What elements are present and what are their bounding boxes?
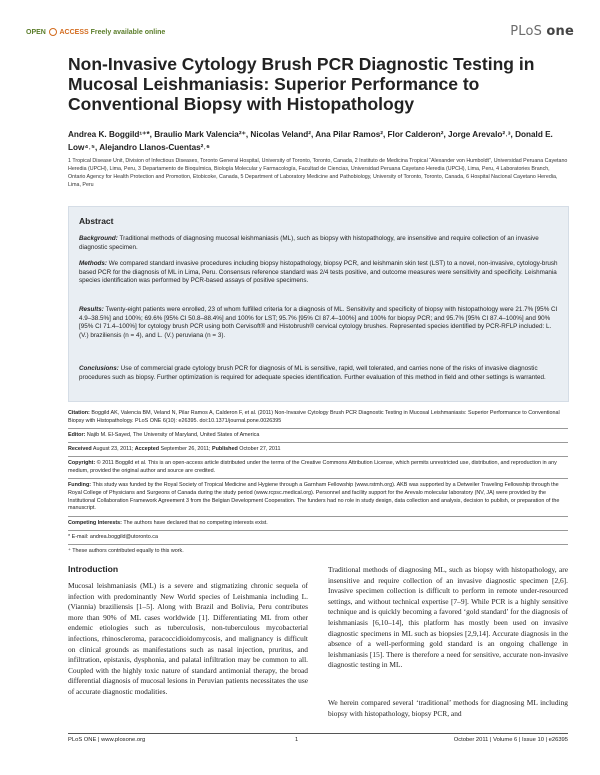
funding-label: Funding: — [68, 482, 92, 488]
open-access-icon — [49, 28, 57, 36]
copyright — [68, 460, 568, 476]
published-label: Published — [211, 446, 238, 452]
copyright-label: Copyright: — [68, 460, 96, 466]
affiliations: 1 Tropical Disease Unit, Division of Infectious Diseases, Toronto General Hospital, University of Toronto, Toronto, Canada, 2 Instituto de Medicina Tropical “Alexander von Humboldt”, Universidad Peruana Cayetano Heredia (UPCH), Lima, Peru, 3 Departamento de Bioquímica, Biología Molecular y Farmacología, Facultad de Ciencias, Universidad Peruana Cayetano Heredia (UPCH), Lima, Peru, 4 Laboratories Branch, Ontario Agency for Health Protection and Promotion, Etobicoke, Canada, 5 Department of Laboratory Medicine and Pathobiology, University of Toronto, Toronto, Canada, 6 Hospital Nacional Cayetano Heredia, Lima, Peru — [68, 158, 568, 188]
abstract-box — [68, 206, 569, 402]
methods-label: Methods: — [79, 260, 107, 267]
editor-label: Editor: — [68, 432, 86, 438]
editor — [68, 432, 568, 440]
methods-text: We compared standard invasive procedures including biopsy histopathology, biopsy PCR, and leishmanin skin test (LST) to a novel, non-invasive, cytology-brush based PCR for the diagnosis of ML in Lima, Peru. Consensus reference standard was 2/4 tests positive, and outcome measures were sensitivity and specificity. Leishmania species identification was performed by PCR-based assays of positive specimens. — [79, 260, 558, 285]
background-text: Traditional methods of diagnosing mucosal leishmaniasis (ML), such as biopsy with histopathology, are insensitive and require collection of an invasive diagnostic specimen. — [79, 235, 539, 251]
conclusions-label: Conclusions: — [79, 365, 119, 372]
results-label: Results: — [79, 306, 104, 313]
abstract-heading: Abstract — [79, 216, 114, 226]
background-label: Background: — [79, 235, 118, 242]
footer-issue: October 2011 | Volume 6 | Issue 10 | e26395 — [453, 737, 568, 743]
open-access-label: OPEN — [26, 29, 46, 36]
journal-logo-plos: PLoS — [510, 24, 543, 39]
citation-text: Boggild AK, Valencia BM, Veland N, Pilar Ramos A, Calderon F, et al. (2011) Non-Invasive Cytology Brush PCR Diagnostic Testing in Mucosal Leishmaniasis: Superior Performance to Conventional Biopsy with Histopathology. PLoS ONE 6(10): e26395. doi:10.1371/journal.pone.0026395 — [68, 410, 560, 424]
citation-label: Citation: — [68, 410, 90, 416]
open-access-banner — [26, 28, 165, 36]
accepted-date: September 26, 2011; — [159, 446, 212, 452]
funding-text: This study was funded by the Royal Society of Tropical Medicine and Hygiene through a Garnham Fellowship (www.rstmh.org). AKB was supported by a Detweiler Traveling Fellowship through the Royal College of Physicians and Surgeons of Canada during the study period (www.rcpsc.medical.org). Personnel and facility support for the Arevalo molecular laboratory (NV, JA) were provided by the Institutional Collaboration Framework Agreement 3 from the Belgian Development Cooperation. The funders had no role in study design, data collection and analysis, decision to publish, or preparation of the manuscript. — [68, 482, 560, 512]
competing-label: Competing Interests: — [68, 520, 122, 526]
copyright-text: © 2011 Boggild et al. This is an open-access article distributed under the terms of the Creative Commons Attribution License, which permits unrestricted use, distribution, and reproduction in any medium, provided the original author and source are credited. — [68, 460, 557, 474]
equal-contribution-note: ⁺ These authors contributed equally to this work. — [68, 548, 184, 554]
dates — [68, 446, 568, 454]
published-date: October 27, 2011 — [237, 446, 281, 452]
received-label: Received — [68, 446, 92, 452]
journal-logo — [510, 24, 574, 39]
funding — [68, 482, 568, 513]
introduction-heading: Introduction — [68, 564, 119, 574]
author-list: Andrea K. Boggild¹⁺*, Braulio Mark Valencia²⁺, Nicolas Veland², Ana Pilar Ramos², Flor Calderon², Jorge Arevalo²˒³, Donald E. Low⁴˒⁵, Alejandro Llanos-Cuentas²˒⁶ — [68, 130, 553, 152]
freely-available-label: Freely available online — [90, 29, 166, 36]
conclusions-text: Use of commercial grade cytology brush PCR for diagnosis of ML is sensitive, rapid, well tolerated, and carries none of the risks of invasive diagnostic procedures such as biopsy. Further optimization is required for adequate species identification. Further evaluation of this method in field and other settings is warranted. — [79, 365, 546, 381]
competing-text: The authors have declared that no competing interests exist. — [121, 520, 268, 526]
abstract-methods — [79, 260, 559, 286]
citation — [68, 410, 568, 426]
competing-interests — [68, 520, 568, 528]
footer-journal: PLoS ONE | www.plosone.org — [68, 737, 146, 743]
page-number: 1 — [295, 737, 299, 743]
abstract-conclusions — [79, 365, 559, 382]
intro-column-right-para2: We herein compared several ‘traditional’ methods for diagnosing ML including biopsy with histopathology, biopsy PCR, and — [328, 698, 568, 718]
abstract-background — [79, 235, 559, 252]
open-access-accent-label: ACCESS — [59, 29, 89, 36]
corresponding-email: * E-mail: andrea.boggild@utoronto.ca — [68, 534, 158, 540]
editor-text: Najib M. El-Sayed, The University of Maryland, United States of America — [85, 432, 260, 438]
divider — [68, 456, 568, 457]
article-title: Non-Invasive Cytology Brush PCR Diagnostic Testing in Mucosal Leishmaniasis: Superior Performance to Conventional Biopsy with Histopathology — [68, 54, 535, 114]
received-date: August 23, 2011; — [91, 446, 135, 452]
divider — [68, 428, 568, 429]
divider — [68, 442, 568, 443]
accepted-label: Accepted — [134, 446, 160, 452]
footer-rule — [68, 733, 568, 734]
journal-logo-one: one — [546, 24, 574, 39]
divider — [68, 478, 568, 479]
divider — [68, 544, 568, 545]
journal-header — [26, 26, 574, 44]
abstract-results — [79, 306, 559, 340]
divider — [68, 516, 568, 517]
intro-column-left: Mucosal leishmaniasis (ML) is a severe and stigmatizing chronic sequela of infection with predominantly New World species of Leishmania including L. (Viannia) braziliensis [1–5]. Along with Brazil and Bolivia, Peru contributes more than 90% of ML cases worldwide [1]. Differentiating ML from other endemic etiologies such as tuberculosis, non-tuberculous mycobacterial infections, rhinoscleroma, paracoccidioidomycosis, and malignancy is difficult on clinical grounds as manifestations such as nasal injection, pruritus, and infiltration, epistaxis, dysphonia, and palatal infiltration may be common to all. Coupled with the highly toxic nature of standard antimonial therapy, the broad differential diagnosis of mucosal lesions in Peruvian patients necessitates the use of accurate diagnostic modalities. — [68, 581, 308, 696]
results-text: Twenty-eight patients were enrolled, 23 of whom fulfilled criteria for a diagnosis of ML. Sensitivity and specificity of biopsy with histopathology were 21.7% [95% CI 4.9–38.5%] and 100%; 69.6% [95% CI 50.8–88.4%] and 100% for LST; 95.7% [95% CI 87.4–100%] and 100% for biopsy PCR; and 95.7% [95% CI 87.4–100%] and 90% [95% CI 71.4–100%] for cytology brush PCR using both Cervisoft® and Histobrush® cervical cytology brushes. Represented species identified by PCR-RFLP included: L. (V.) braziliensis (n = 4), and L. (V.) peruviana (n = 3). — [79, 306, 558, 339]
intro-column-right-para1: Traditional methods of diagnosing ML, such as biopsy with histopathology, are insensitive and require collection of an invasive diagnostic specimen [2,6]. Invasive specimen collection is difficult to perform in remote under-resourced settings, and without technical expertise [7–9]. While PCR is a highly sensitive technique and is quickly becoming a favored ‘gold standard’ for the diagnosis of leishmaniasis [6,10–14], this platform has mostly been used on invasive diagnostic specimens in ML such as biopsies [2,9,14]. Accurate diagnosis in the absence of a well-performing gold standard is an ongoing challenge in leishmaniasis [15]. There is therefore a need for sensitive, accurate non-invasive diagnostic testing in ML. — [328, 565, 568, 670]
divider — [68, 530, 568, 531]
